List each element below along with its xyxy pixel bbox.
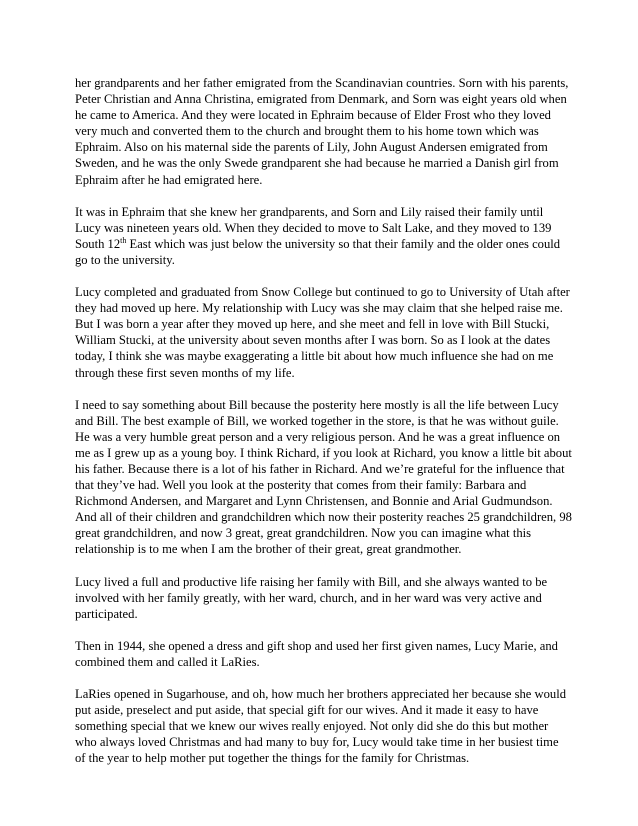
paragraph-4: I need to say something about Bill because the posterity here mostly is all the life between Lucy and Bill. The best example of Bill, we worked together in the store, is that he was without guile. He was a very humble great person and a very religious person. And he was a great influence on me as I grew up as a young boy. I think Richard, if you look at Richard, you know a little bit about his father. Because there is a lot of his father in Richard. And we’re grateful for the influence that that they’ve had. Well you look at the posterity that comes from their family: Barbara and Richmond Andersen, and Margaret and Lynn Christensen, and Bonnie and Arial Gudmundson. And all of their children and grandchildren which now their posterity reaches 25 grandchildren, 98 great grandchildren, and now 3 great, great grandchildren. Now you can imagine what this relationship is to me when I am the brother of their great, great grandmother. bbox=[75, 397, 572, 557]
paragraph-3: Lucy completed and graduated from Snow College but continued to go to University of Utah after they had moved up here. My relationship with Lucy was she may claim that she helped raise me. But I was born a year after they moved up here, and she meet and fell in love with Bill Stucki, William Stucki, at the university about seven months after I was born. So as I look at the dates today, I think she was maybe exaggerating a little bit about how much influence she had on me through these first seven months of my life. bbox=[75, 285, 570, 380]
paragraph-1: her grandparents and her father emigrated from the Scandinavian countries. Sorn with his parents, Peter Christian and Anna Christina, emigrated from Denmark, and Sorn was eight years old when he came to America. And they were located in Ephraim because of Elder Frost who they loved very much and converted them to the church and brought them to his home town which was Ephraim. Also on his maternal side the parents of Lily, John August Andersen emigrated from Sweden, and he was the only Swede grandparent she had because he married a Danish girl from Ephraim after he had emigrated here. bbox=[75, 76, 569, 187]
ordinal-superscript: th bbox=[120, 235, 127, 245]
paragraph-6: Then in 1944, she opened a dress and gift shop and used her first given names, Lucy Marie, and combined them and called it LaRies. bbox=[75, 638, 558, 669]
paragraph-2-text-after: East which was just below the university so that their family and the older ones could go to the university. bbox=[75, 236, 561, 267]
paragraph-2-text-before: It was in Ephraim that she knew her grandparents, and Sorn and Lily raised their family until Lucy was nineteen years old. When they decided to move to Salt Lake, and they moved to 139 South 12 bbox=[75, 204, 552, 251]
document-body bbox=[75, 75, 572, 782]
paragraph-7: LaRies opened in Sugarhouse, and oh, how much her brothers appreciated her because she would put aside, preselect and put aside, that special gift for our wives. And it made it easy to have something special that we knew our wives really enjoyed. Not only did she do this but mother who always loved Christmas and had many to buy for, Lucy would take time in her busiest time of the year to help mother put together the things for the family for Christmas. bbox=[75, 687, 567, 766]
paragraph-2 bbox=[75, 204, 572, 268]
paragraph-5: Lucy lived a full and productive life raising her family with Bill, and she always wanted to be involved with her family greatly, with her ward, church, and in her ward was very active and participated. bbox=[75, 574, 548, 621]
